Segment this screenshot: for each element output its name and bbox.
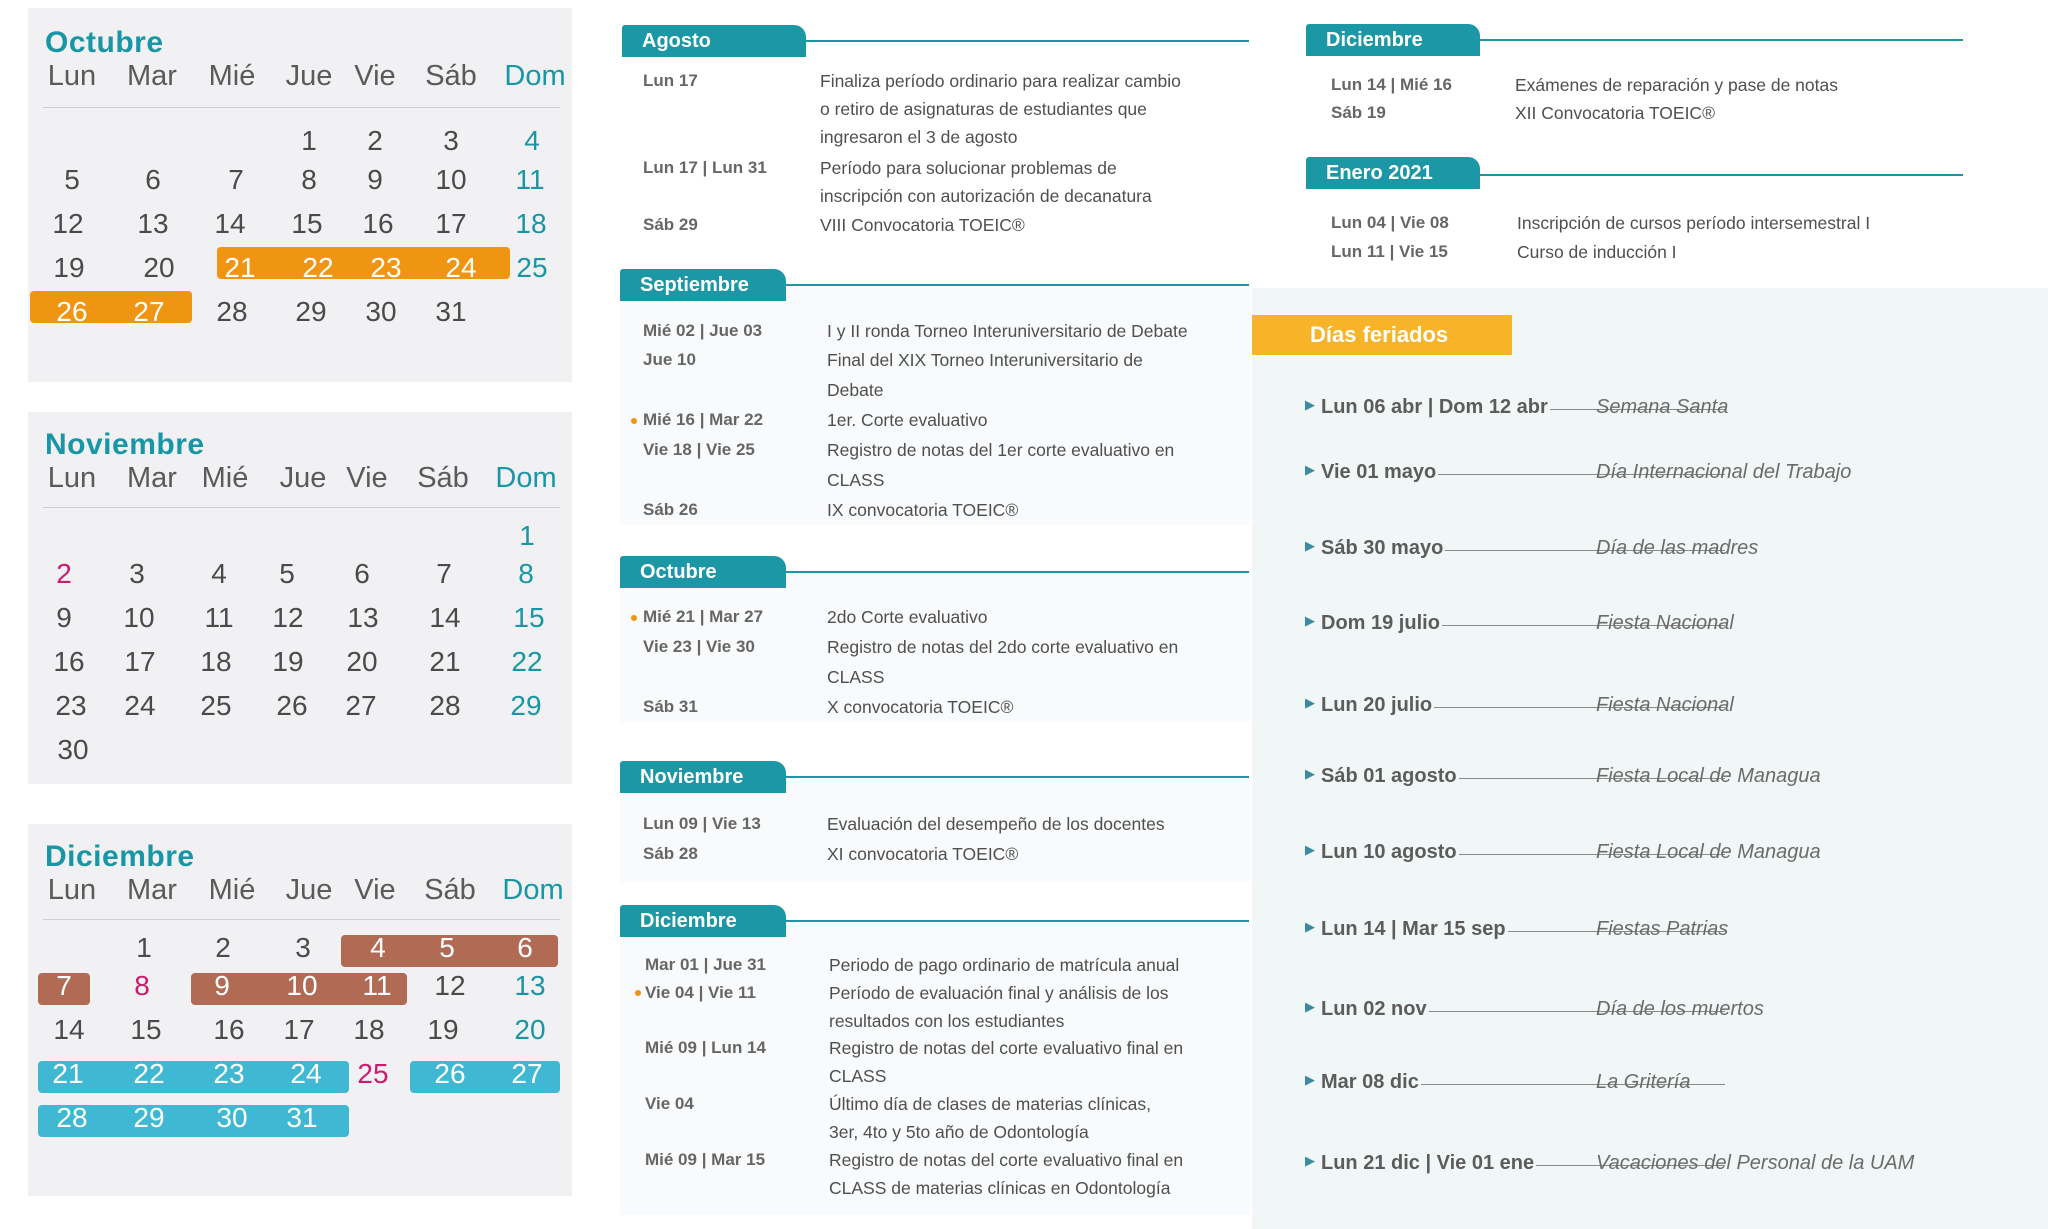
holiday-date: Mar 08 dic: [1321, 1065, 1421, 1099]
calendar-day[interactable]: 26: [276, 690, 308, 721]
calendar-day[interactable]: 21: [52, 1058, 84, 1089]
calendar-day[interactable]: 31: [435, 296, 467, 327]
event-desc-line: Exámenes de reparación y pase de notas: [1515, 75, 1838, 95]
holiday-date: Vie 01 mayo: [1321, 455, 1438, 489]
holiday-name: Semana Santa: [1596, 396, 1729, 418]
holiday-date: Sáb 01 agosto: [1321, 759, 1459, 793]
calendar-day[interactable]: 4: [524, 125, 540, 156]
holiday-date: Lun 21 dic | Vie 01 ene: [1321, 1146, 1536, 1180]
calendar-day[interactable]: 2: [215, 932, 231, 963]
section-divider: [1480, 39, 1963, 41]
event-row: [643, 436, 1243, 492]
calendar-day[interactable]: 6: [145, 164, 161, 195]
weekday-lun: Lun: [47, 60, 97, 92]
arrow-right-icon: ▶: [1305, 695, 1315, 710]
holiday-date: Lun 14 | Mar 15 sep: [1321, 912, 1508, 946]
calendar-day[interactable]: 27: [345, 690, 377, 721]
calendar-day[interactable]: 18: [515, 208, 547, 239]
calendar-day[interactable]: 30: [57, 734, 89, 765]
calendar-day[interactable]: 7: [228, 164, 244, 195]
holiday-item: [1305, 688, 2025, 722]
weekday-mie: Mié: [208, 874, 256, 906]
calendar-day[interactable]: 17: [124, 646, 156, 677]
calendar-day[interactable]: 5: [279, 558, 295, 589]
calendar-day[interactable]: 3: [443, 125, 459, 156]
event-row: [1331, 238, 2011, 266]
weekday-header: [36, 462, 572, 502]
milestone-dot: [635, 990, 641, 996]
event-desc-line: Curso de inducción I: [1517, 242, 1677, 262]
holiday-item: [1305, 390, 2025, 424]
event-row: [1331, 99, 2011, 127]
event-desc-line: Finaliza período ordinario para realizar cambio: [820, 71, 1181, 91]
holiday-item: [1305, 531, 2025, 565]
section-tag-diciembre: Diciembre: [620, 905, 786, 937]
event-date: Mié 02 | Jue 03: [643, 321, 763, 340]
section-tag-noviembre: Noviembre: [620, 761, 786, 793]
event-date: Lun 14 | Mié 16: [1331, 75, 1452, 94]
calendar-day[interactable]: 29: [133, 1102, 165, 1133]
event-date: Vie 23 | Vie 30: [643, 637, 755, 656]
calendar-day[interactable]: 25: [200, 690, 232, 721]
milestone-dot: [631, 418, 637, 424]
event-date: Mié 16 | Mar 22: [643, 410, 764, 429]
event-row: [645, 951, 1245, 979]
weekday-jue: Jue: [285, 874, 333, 906]
calendar-day[interactable]: 14: [214, 208, 246, 239]
section-divider: [806, 40, 1249, 42]
holiday-item: [1305, 759, 2025, 793]
arrow-right-icon: ▶: [1305, 842, 1315, 857]
calendar-day[interactable]: 13: [137, 208, 169, 239]
calendar-day[interactable]: 22: [133, 1058, 165, 1089]
event-date: Mié 09 | Mar 15: [645, 1150, 766, 1169]
event-row: [1331, 209, 2011, 237]
section-tag-agosto: Agosto: [622, 25, 806, 57]
calendar-day[interactable]: 5: [439, 932, 455, 963]
event-desc-line: o retiro de asignaturas de estudiantes que: [820, 99, 1147, 119]
event-date: Sáb 26: [643, 500, 698, 519]
calendar-noviembre: [28, 412, 572, 784]
event-date: Sáb 28: [643, 844, 698, 863]
event-desc-line: VIII Convocatoria TOEIC®: [820, 215, 1025, 235]
calendar-day[interactable]: 22: [302, 252, 334, 283]
event-row: [643, 211, 1243, 239]
holiday-name: Día de las madres: [1596, 537, 1759, 559]
event-row: [643, 840, 1243, 868]
event-desc-line: 2do Corte evaluativo: [827, 607, 988, 627]
calendar-day[interactable]: 13: [347, 602, 379, 633]
event-date: Lun 09 | Vie 13: [643, 814, 761, 833]
event-desc-line: Registro de notas del corte evaluativo final en: [829, 1038, 1184, 1058]
event-desc-line: Periodo de pago ordinario de matrícula anual: [829, 955, 1180, 975]
calendar-day[interactable]: 9: [214, 970, 230, 1001]
header-divider: [43, 507, 560, 508]
weekday-sab: Sáb: [417, 462, 469, 494]
calendar-day[interactable]: 26: [56, 296, 88, 327]
calendar-day[interactable]: 2: [367, 125, 383, 156]
calendar-day[interactable]: 10: [286, 970, 318, 1001]
event-desc-line: inscripción con autorización de decanatura: [820, 186, 1152, 206]
calendar-day[interactable]: 28: [429, 690, 461, 721]
calendar-day[interactable]: 23: [55, 690, 87, 721]
event-desc-line: CLASS de materias clínicas en Odontología: [829, 1178, 1171, 1198]
calendar-day[interactable]: 10: [123, 602, 155, 633]
event-desc-line: CLASS: [829, 1066, 887, 1086]
calendar-day[interactable]: 1: [136, 932, 152, 963]
holiday-date: Sáb 30 mayo: [1321, 531, 1445, 565]
event-row: [643, 346, 1243, 402]
event-row: [645, 979, 1245, 1035]
arrow-right-icon: ▶: [1305, 999, 1315, 1014]
calendar-day[interactable]: 10: [435, 164, 467, 195]
calendar-day[interactable]: 27: [133, 296, 165, 327]
event-row: [643, 496, 1243, 524]
holiday-item: [1305, 912, 2025, 946]
calendar-day[interactable]: 13: [514, 970, 546, 1001]
event-desc-line: CLASS: [827, 667, 885, 687]
calendar-day[interactable]: 21: [429, 646, 461, 677]
holiday-name: Fiesta Nacional: [1596, 612, 1734, 634]
calendar-day[interactable]: 6: [517, 932, 533, 963]
section-tag-enero: Enero 2021: [1306, 157, 1480, 189]
event-date: Jue 10: [643, 350, 696, 369]
event-date: Sáb 29: [643, 215, 698, 234]
calendar-day[interactable]: 22: [511, 646, 543, 677]
calendar-day[interactable]: 14: [429, 602, 461, 633]
event-desc-line: Final del XIX Torneo Interuniversitario de: [827, 350, 1143, 370]
calendar-day[interactable]: 3: [129, 558, 145, 589]
calendar-day[interactable]: 8: [134, 970, 150, 1001]
event-date: Sáb 31: [643, 697, 698, 716]
weekday-dom: Dom: [502, 874, 564, 906]
calendar-day[interactable]: 29: [295, 296, 327, 327]
weekday-vie: Vie: [346, 462, 388, 494]
holiday-date: Lun 10 agosto: [1321, 835, 1459, 869]
event-row: [645, 1146, 1245, 1202]
calendar-day[interactable]: 28: [56, 1102, 88, 1133]
calendar-diciembre: [28, 824, 572, 1196]
weekday-sab: Sáb: [424, 874, 476, 906]
calendar-day[interactable]: 16: [213, 1014, 245, 1045]
event-desc-line: X convocatoria TOEIC®: [827, 697, 1014, 717]
calendar-day[interactable]: 19: [427, 1014, 459, 1045]
weekday-mar: Mar: [127, 60, 177, 92]
event-row: [1331, 71, 2011, 99]
event-desc-line: Debate: [827, 380, 884, 400]
event-row: [643, 810, 1243, 838]
calendar-day[interactable]: 23: [213, 1058, 245, 1089]
calendar-day[interactable]: 25: [516, 252, 548, 283]
event-desc-line: CLASS: [827, 470, 885, 490]
holiday-date: Dom 19 julio: [1321, 606, 1442, 640]
event-date: Vie 04: [645, 1094, 694, 1113]
section-divider: [786, 920, 1249, 922]
calendar-day[interactable]: 7: [436, 558, 452, 589]
calendar-day[interactable]: 16: [362, 208, 394, 239]
calendar-day[interactable]: 14: [53, 1014, 85, 1045]
calendar-day[interactable]: 1: [519, 520, 535, 551]
calendar-day[interactable]: 12: [52, 208, 84, 239]
calendar-octubre: [28, 8, 572, 382]
calendar-day[interactable]: 6: [354, 558, 370, 589]
header-divider: [43, 107, 560, 108]
holiday-name: La Gritería: [1596, 1071, 1691, 1093]
weekday-mar: Mar: [127, 874, 177, 906]
calendar-day[interactable]: 30: [216, 1102, 248, 1133]
calendar-day[interactable]: 18: [200, 646, 232, 677]
event-date: Lun 04 | Vie 08: [1331, 213, 1449, 232]
calendar-day[interactable]: 2: [56, 558, 72, 589]
calendar-day[interactable]: 20: [143, 252, 175, 283]
calendar-day[interactable]: 24: [290, 1058, 322, 1089]
calendar-day[interactable]: 15: [291, 208, 323, 239]
calendar-day[interactable]: 31: [286, 1102, 318, 1133]
weekday-vie: Vie: [354, 60, 396, 92]
weekday-sab: Sáb: [425, 60, 477, 92]
calendar-day[interactable]: 15: [130, 1014, 162, 1045]
calendar-title: Noviembre: [45, 428, 205, 461]
calendar-day[interactable]: 5: [64, 164, 80, 195]
calendar-day[interactable]: 4: [370, 932, 386, 963]
event-date: Mar 01 | Jue 31: [645, 955, 766, 974]
holiday-item: [1305, 1146, 2025, 1180]
section-tag-diciembre-top: Diciembre: [1306, 24, 1480, 56]
section-divider: [786, 776, 1249, 778]
event-desc-line: Período para solucionar problemas de: [820, 158, 1117, 178]
event-desc-line: Registro de notas del corte evaluativo final en: [829, 1150, 1184, 1170]
weekday-mar: Mar: [127, 462, 177, 494]
calendar-day[interactable]: 11: [515, 164, 545, 195]
weekday-mie: Mié: [201, 462, 249, 494]
weekday-mie: Mié: [208, 60, 256, 92]
event-desc-line: resultados con los estudiantes: [829, 1011, 1065, 1031]
weekday-jue: Jue: [279, 462, 327, 494]
holiday-item: [1305, 992, 2025, 1026]
holiday-name: Fiesta Nacional: [1596, 694, 1734, 716]
calendar-day[interactable]: 9: [367, 164, 383, 195]
calendar-day[interactable]: 12: [272, 602, 304, 633]
calendar-day[interactable]: 29: [510, 690, 542, 721]
header-divider: [43, 919, 560, 920]
holiday-name: Vacaciones del Personal de la UAM: [1596, 1152, 1915, 1174]
holiday-name: Fiestas Patrias: [1596, 918, 1729, 940]
arrow-right-icon: ▶: [1305, 397, 1315, 412]
holiday-item: [1305, 1065, 2025, 1099]
holiday-date: Lun 20 julio: [1321, 688, 1434, 722]
weekday-vie: Vie: [354, 874, 396, 906]
holiday-name: Día Internacional del Trabajo: [1596, 461, 1852, 483]
event-desc-line: Inscripción de cursos período intersemestral I: [1517, 213, 1871, 233]
event-desc-line: ingresaron el 3 de agosto: [820, 127, 1018, 147]
holiday-name: Fiesta Local de Managua: [1596, 765, 1821, 787]
arrow-right-icon: ▶: [1305, 1153, 1315, 1168]
arrow-right-icon: ▶: [1305, 613, 1315, 628]
event-desc-line: XII Convocatoria TOEIC®: [1515, 103, 1715, 123]
event-date: Mié 21 | Mar 27: [643, 607, 764, 626]
calendar-day[interactable]: 26: [434, 1058, 466, 1089]
section-tag-septiembre: Septiembre: [620, 269, 786, 301]
calendar-day[interactable]: 15: [513, 602, 545, 633]
event-desc-line: Último día de clases de materias clínicas,: [829, 1094, 1151, 1114]
calendar-day[interactable]: 21: [224, 252, 256, 283]
event-desc-line: 3er, 4to y 5to año de Odontología: [829, 1122, 1089, 1142]
event-date: Lun 17: [643, 71, 698, 90]
calendar-day[interactable]: 16: [53, 646, 85, 677]
calendar-day[interactable]: 9: [56, 602, 72, 633]
event-row: [643, 693, 1243, 721]
holiday-date: Lun 02 nov: [1321, 992, 1429, 1026]
arrow-right-icon: ▶: [1305, 1072, 1315, 1087]
calendar-day[interactable]: 19: [272, 646, 304, 677]
holiday-item: [1305, 835, 2025, 869]
calendar-day[interactable]: 24: [445, 252, 477, 283]
calendar-day[interactable]: 23: [370, 252, 402, 283]
calendar-day[interactable]: 19: [53, 252, 85, 283]
section-divider: [786, 571, 1249, 573]
event-desc-line: IX convocatoria TOEIC®: [827, 500, 1019, 520]
weekday-jue: Jue: [285, 60, 333, 92]
weekday-lun: Lun: [47, 874, 97, 906]
event-row: [643, 317, 1243, 345]
calendar-day[interactable]: 1: [301, 125, 317, 156]
section-tag-octubre: Octubre: [620, 556, 786, 588]
calendar-day[interactable]: 20: [346, 646, 378, 677]
calendar-day[interactable]: 11: [204, 602, 234, 633]
event-date: Vie 04 | Vie 11: [645, 983, 756, 1002]
calendar-day[interactable]: 17: [283, 1014, 315, 1045]
milestone-dot: [631, 615, 637, 621]
holidays-title: Días feriados: [1252, 315, 1512, 355]
event-row: [643, 154, 1243, 210]
weekday-dom: Dom: [495, 462, 557, 494]
calendar-title: Diciembre: [45, 840, 195, 873]
holiday-name: Día de los muertos: [1596, 998, 1764, 1020]
event-desc-line: Evaluación del desempeño de los docentes: [827, 814, 1165, 834]
weekday-header: [36, 874, 572, 914]
event-row: [645, 1090, 1245, 1146]
calendar-day[interactable]: 7: [56, 970, 72, 1001]
event-row: [643, 67, 1243, 151]
calendar-day[interactable]: 27: [511, 1058, 543, 1089]
holiday-item: [1305, 455, 2025, 489]
calendar-day[interactable]: 25: [357, 1058, 389, 1089]
calendar-day[interactable]: 8: [301, 164, 317, 195]
calendar-day[interactable]: 3: [295, 932, 311, 963]
calendar-title: Octubre: [45, 26, 164, 59]
event-date: Lun 17 | Lun 31: [643, 158, 767, 177]
weekday-dom: Dom: [504, 60, 566, 92]
weekday-header: [36, 60, 572, 100]
event-row: [643, 633, 1243, 689]
event-date: Lun 11 | Vie 15: [1331, 242, 1448, 261]
calendar-day[interactable]: 28: [216, 296, 248, 327]
calendar-day[interactable]: 17: [435, 208, 467, 239]
holiday-item: [1305, 606, 2025, 640]
event-desc-line: Registro de notas del 1er corte evaluativo en: [827, 440, 1175, 460]
calendar-day[interactable]: 18: [353, 1014, 385, 1045]
calendar-day[interactable]: 4: [211, 558, 227, 589]
arrow-right-icon: ▶: [1305, 462, 1315, 477]
event-desc-line: XI convocatoria TOEIC®: [827, 844, 1019, 864]
arrow-right-icon: ▶: [1305, 919, 1315, 934]
event-desc-line: 1er. Corte evaluativo: [827, 410, 988, 430]
weekday-lun: Lun: [47, 462, 97, 494]
calendar-day[interactable]: 12: [434, 970, 466, 1001]
arrow-right-icon: ▶: [1305, 538, 1315, 553]
arrow-right-icon: ▶: [1305, 766, 1315, 781]
event-row: [643, 406, 1243, 434]
event-row: [643, 603, 1243, 631]
event-row: [645, 1034, 1245, 1090]
event-date: Mié 09 | Lun 14: [645, 1038, 766, 1057]
calendar-day[interactable]: 24: [124, 690, 156, 721]
calendar-day[interactable]: 20: [514, 1014, 546, 1045]
calendar-day[interactable]: 30: [365, 296, 397, 327]
event-desc-line: Registro de notas del 2do corte evaluativo en: [827, 637, 1179, 657]
event-desc-line: Período de evaluación final y análisis de los: [829, 983, 1169, 1003]
section-divider: [786, 284, 1249, 286]
event-date: Sáb 19: [1331, 103, 1386, 122]
section-divider: [1480, 174, 1963, 176]
calendar-day[interactable]: 11: [362, 970, 392, 1001]
calendar-day[interactable]: 8: [518, 558, 534, 589]
holiday-date: Lun 06 abr | Dom 12 abr: [1321, 390, 1550, 424]
event-date: Vie 18 | Vie 25: [643, 440, 755, 459]
event-desc-line: I y II ronda Torneo Interuniversitario de Debate: [827, 321, 1188, 341]
holiday-name: Fiesta Local de Managua: [1596, 841, 1821, 863]
